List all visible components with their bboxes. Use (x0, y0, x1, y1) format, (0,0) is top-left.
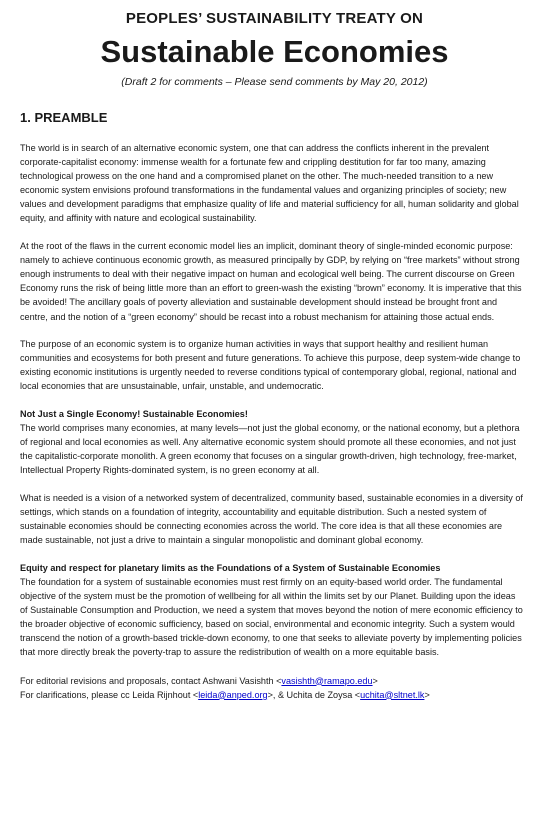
subsection-body: The world comprises many economies, at many levels—not just the global economy, or the national economy, but a plethora of regional and local economies as well. Any alternative economic system should promote all these economies, and not just the capitalistic-corporate monolith. A green economy that focuses on a singular growth-driven, high technology, free-market, Intellectual Property Rights-dominated system, is no green economy at all. (20, 423, 520, 476)
document-title: Sustainable Economies (100, 34, 449, 69)
contact-footer (20, 674, 523, 702)
paragraph-alternative-system: The world is in search of an alternative economic system, one that can address the conflicts inherent in the prevalent corporate-capitalist economy: immense wealth for a fortunate few and crippling destitution for far too many, amazing technological prowess on the one hand and a compromised planet on the other. The much-needed transition to a new economic system envisions profound transformations in the fundamental values and organizing principles of society; new values and development paradigms that emphasize quality of life and material sufficiency for all, human solidarity and global equity, and affinity with nature and ecological sustainability. (20, 143, 519, 224)
paragraph-purpose: The purpose of an economic system is to organize human activities in ways that support healthy and resilient human communities and ecosystems for both present and future generations. To achieve this purpose, deep system-wide change to existing economic institutions is urgently needed to reverse conditions typical of contemporary global, regional, national and local economies that are unsustainable, unfair, unstable, and undemocratic. (20, 339, 521, 392)
contact-text: For clarifications, please cc Leida Rijnhout < (20, 689, 199, 700)
subsection-equity (20, 561, 523, 660)
contact-line-clarifications (20, 688, 523, 702)
paragraph-networked-system: What is needed is a vision of a networked system of decentralized, community based, sustainable economies in a diversity of settings, which stands on a foundation of integrity, accountability and equitable distribution. Such a nested system of sustainable economies should be connecting economies across the world. The core idea is that all these economies are made sustainable, not just a drive to maintain a singular monopolistic and dominant global economy. (20, 492, 523, 546)
preamble-body (20, 141, 523, 702)
contact-text: > (424, 689, 430, 700)
email-link-rijnhout[interactable]: leida@anped.org (198, 689, 268, 700)
paragraph-root-flaws: At the root of the flaws in the current economic model lies an implicit, dominant theory of single-minded economic purpose: namely to achieve continuous economic growth, as measured principally by GDP, by relying on “free markets” without strong enough instruments to deal with their negative impact on human and ecological well being. The current discourse on Green Economy runs the risk of being little more than an effort to green-wash the existing “brown” economy. It is imperative that this be avoided! The ancillary goals of poverty alleviation and sustainable development should instead be brought front and centre, and the notion of a “green economy” should be recast into a robust mechanism for attaining those actual ends. (20, 241, 522, 322)
email-link-zoysa[interactable]: uchita@sltnet.lk (360, 689, 425, 700)
contact-text: >, & Uchita de Zoysa < (267, 689, 361, 700)
draft-note: (Draft 2 for comments – Please send comments by May 20, 2012) (121, 76, 428, 88)
subsection-body: The foundation for a system of sustainable economies must rest firmly on an equity-based world order. The fundamental objective of the system must be the promotion of wellbeing for all within the limits set by our Planet. Building upon the ideas of Sustainable Consumption and Production, we need a system that moves beyond the notion of mere economic efficiency to the broader objective of economic sufficiency, based on social, environmental and economic integrity. Such a system would transcend the notion of a growth-based trickle-down economy, to one that seeks to alleviate poverty by implementing policies that more directly break the poverty-trap to assure the redistribution of wealth on a more equitable basis. (20, 576, 523, 658)
contact-text: For editorial revisions and proposals, contact Ashwani Vasishth < (20, 675, 282, 686)
contact-line-editorial (20, 674, 523, 688)
document-pretitle: PEOPLES’ SUSTAINABILITY TREATY ON (125, 10, 424, 27)
section-heading-preamble: 1. PREAMBLE (20, 110, 108, 125)
subsection-heading: Not Just a Single Economy! Sustainable Economies! (20, 409, 248, 419)
subsection-heading: Equity and respect for planetary limits as the Foundations of a System of Sustainable Economies (20, 562, 441, 573)
subsection-not-single-economy (20, 407, 523, 477)
email-link-vasishth[interactable]: vasishth@ramapo.edu (281, 675, 373, 686)
contact-text: > (372, 675, 378, 686)
